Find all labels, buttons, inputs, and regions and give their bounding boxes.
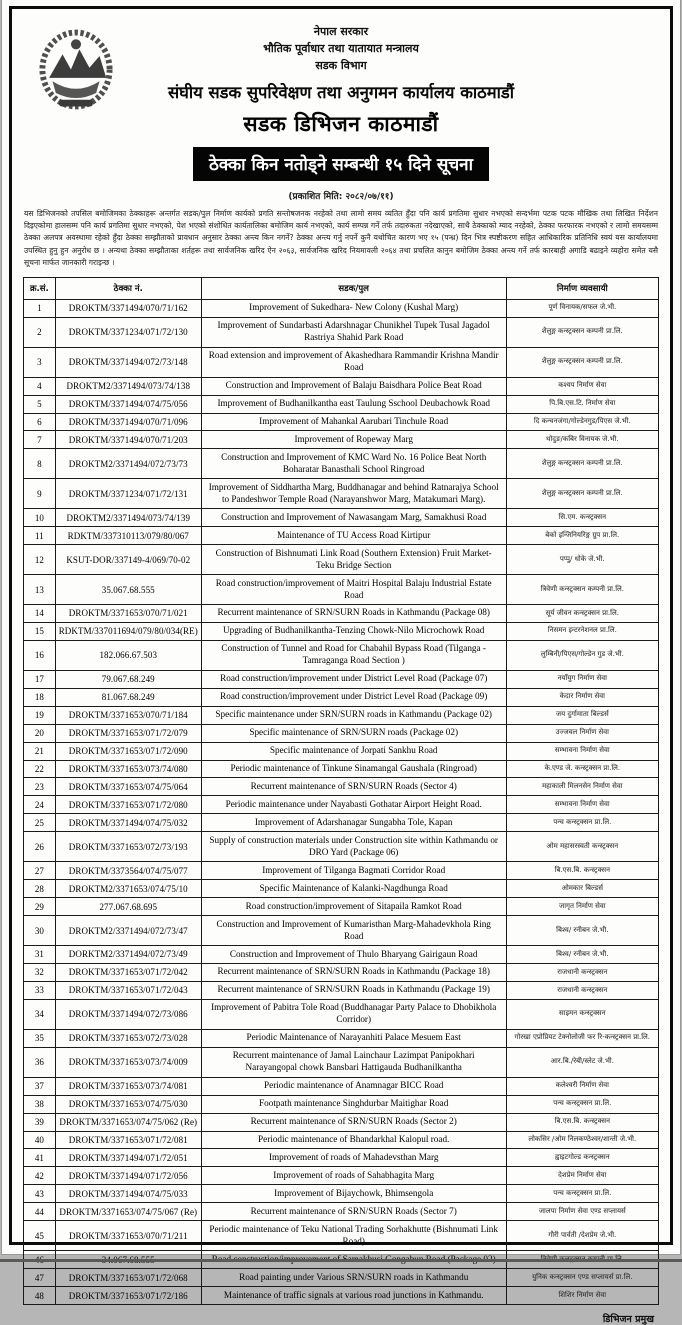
contractor-cell: आर.बि./रेबी/स्लेट जे.भी.: [506, 1047, 658, 1077]
contract-no-cell: DROKTM/3371653/070/71/211: [55, 1221, 201, 1251]
road-cell: Road extension and improvement of Akashedhara Rammandir Krishna Mandir Road: [201, 347, 506, 377]
table-row: [24, 1287, 659, 1305]
contractor-cell: बिश्व/ रनीबन जे.भी.: [506, 916, 658, 946]
contractor-cell: ओमकार बिल्डर्स: [506, 880, 658, 898]
road-cell: Recurrent maintenance of SRN/SURN Roads in Kathmandu (Package 18): [201, 963, 506, 981]
sn-cell: 39: [24, 1113, 56, 1131]
contractor-cell: पि.बि.एस.टि. निर्माण सेवा: [506, 395, 658, 413]
sn-cell: 36: [24, 1047, 56, 1077]
sn-cell: 17: [24, 670, 56, 688]
sn-cell: 14: [24, 604, 56, 622]
sn-cell: 44: [24, 1203, 56, 1221]
table-row: [24, 832, 659, 862]
header-contract-number: ठेक्का नं.: [55, 277, 201, 299]
road-cell: Construction of Tunnel and Road for Chabahil Bypass Road (Tilganga -Tamraganga Road Section ): [201, 640, 506, 670]
table-row: [24, 981, 659, 999]
road-cell: Construction of Bishnumati Link Road (Southern Extension) Fruit Market-Teku Bridge Section: [201, 545, 506, 575]
contractor-cell: के.एण्ड जे. कन्स्ट्रक्सन प्रा.लि.: [506, 760, 658, 778]
road-cell: Road construction/improvement of Sitapaila Ramkot Road: [201, 898, 506, 916]
table-row: [24, 1221, 659, 1251]
road-cell: Improvement of Adarshanagar Sungabha Tole, Kapan: [201, 814, 506, 832]
sn-cell: 47: [24, 1269, 56, 1287]
table-row: [24, 670, 659, 688]
contract-no-cell: DROKTM/3371494/070/71/096: [55, 413, 201, 431]
ministry-name: भौतिक पूर्वाधार तथा यातायात मन्त्रालय: [263, 42, 419, 56]
table-row: [24, 604, 659, 622]
contract-no-cell: DROKTM/3371494/074/75/033: [55, 1185, 201, 1203]
sn-cell: 15: [24, 622, 56, 640]
table-row: [24, 916, 659, 946]
sn-cell: 30: [24, 916, 56, 946]
sn-cell: 3: [24, 347, 56, 377]
contract-no-cell: DROKTM/3371653/072/73/193: [55, 832, 201, 862]
sn-cell: 38: [24, 1095, 56, 1113]
contractor-cell: लुम्बिनी/पिएस/गोल्डेन गुड जे.भी.: [506, 640, 658, 670]
table-row: [24, 527, 659, 545]
sn-cell: 33: [24, 981, 56, 999]
contractor-cell: शैलुङ्ग कन्स्ट्रक्सन कम्पनी प्रा.लि.: [506, 449, 658, 479]
table-row: [24, 545, 659, 575]
contract-no-cell: DROKTM/3371653/070/71/021: [55, 604, 201, 622]
road-cell: Improvement of Ropeway Marg: [201, 431, 506, 449]
contract-no-cell: DROKTM/3371653/071/72/090: [55, 742, 201, 760]
table-row: [24, 449, 659, 479]
contract-no-cell: 277.067.68.695: [55, 898, 201, 916]
contract-no-cell: DROKTM/3371234/071/72/130: [55, 317, 201, 347]
published-date: (प्रकाशित मिति: २०८२/०७/११): [288, 192, 394, 203]
road-cell: Specific maintenance under SRN/SURN roads in Kathmandu (Package 02): [201, 706, 506, 724]
contractor-cell: युनिक कन्स्ट्रक्सन एण्ड सप्लायर्स प्रा.लि.: [506, 1269, 658, 1287]
sn-cell: 28: [24, 880, 56, 898]
table-row: [24, 317, 659, 347]
contractor-cell: दि कन्चनजंगा/गोल्डेनगुड/पिएस जे.भी.: [506, 413, 658, 431]
sn-cell: 43: [24, 1185, 56, 1203]
table-row: [24, 1167, 659, 1185]
table-row: [24, 862, 659, 880]
contractor-cell: पप्पु/ धोके जे.भी.: [506, 545, 658, 575]
contractor-cell: राजधानी कन्स्ट्रक्सन: [506, 981, 658, 999]
contract-no-cell: DROKTM2/3371653/074/75/10: [55, 880, 201, 898]
contractor-cell: उज्जवल निर्माण सेवा: [506, 724, 658, 742]
road-cell: Upgrading of Budhanilkantha-Tenzing Chowk-Nilo Microchowk Road: [201, 622, 506, 640]
road-cell: Improvement of Budhanilkantha east Taulung Sschool Deubachowk Road: [201, 395, 506, 413]
table-row: [24, 509, 659, 527]
contract-no-cell: DROKTM/3371653/070/71/184: [55, 706, 201, 724]
header-serial-number: क्र.सं.: [24, 277, 56, 299]
table-row: [24, 1095, 659, 1113]
sn-cell: 21: [24, 742, 56, 760]
road-cell: Improvement of Siddhartha Marg, Buddhanagar and behind Ratnarajya School to Pandeshwor Temple Road (Narayanshwor Marg, Matakumari Marg).: [201, 479, 506, 509]
contract-no-cell: DROKTM/3371653/071/72/068: [55, 1269, 201, 1287]
contract-no-cell: 182.066.67.503: [55, 640, 201, 670]
contract-no-cell: DROKTM/3371653/071/72/079: [55, 724, 201, 742]
division-name: सडक डिभिजन काठमाडौं: [243, 112, 439, 137]
contractor-cell: साइमन कन्स्ट्रक्सन: [506, 999, 658, 1029]
road-cell: Improvement of Sukedhara- New Colony (Kushal Marg): [201, 299, 506, 317]
sn-cell: 37: [24, 1077, 56, 1095]
table-row: [24, 1131, 659, 1149]
table-row: [24, 999, 659, 1029]
contract-no-cell: DROKTM/3371653/071/72/081: [55, 1131, 201, 1149]
office-name: संघीय सडक सुपरिवेक्षण तथा अनुगमन कार्यालय काठमाडौं: [168, 83, 514, 103]
contract-no-cell: DROKTM2/3371494/073/74/138: [55, 377, 201, 395]
contract-no-cell: DROKTM/3371653/074/75/064: [55, 778, 201, 796]
road-cell: Periodic maintenance of Teku National Trading Sorhakhutte (Bishnumati Link Road): [201, 1221, 506, 1251]
table-row: [24, 640, 659, 670]
header-contractor: निर्माण व्यवसायी: [506, 277, 658, 299]
sn-cell: 4: [24, 377, 56, 395]
sn-cell: 24: [24, 796, 56, 814]
sn-cell: 45: [24, 1221, 56, 1251]
table-row: [24, 688, 659, 706]
table-row: [24, 1077, 659, 1095]
contract-no-cell: 35.067.68.555: [55, 575, 201, 605]
contract-no-cell: 81.067.68.249: [55, 688, 201, 706]
table-row: [24, 724, 659, 742]
road-cell: Periodic maintenance of Bhandarkhal Kalopul road.: [201, 1131, 506, 1149]
road-cell: Road painting under Various SRN/SURN roads in Kathmandu: [201, 1269, 506, 1287]
table-row: [24, 880, 659, 898]
contractor-cell: सम्भावना निर्माण सेवा: [506, 796, 658, 814]
road-cell: Specific maintenance of SRN/SURN roads (Package 02): [201, 724, 506, 742]
road-cell: Specific Maintenance of Kalanki-Nagdhunga Road: [201, 880, 506, 898]
road-cell: Recurrent maintenance of SRN/SURN Roads (Sector 2): [201, 1113, 506, 1131]
road-cell: Construction and Improvement of Balaju Baisdhara Police Beat Road: [201, 377, 506, 395]
road-cell: Improvement of roads of Mahadevsthan Marg: [201, 1149, 506, 1167]
contractor-cell: बिश्व/ रनीबन जे.भी.: [506, 946, 658, 964]
road-cell: Recurrent maintenance of SRN/SURN Roads in Kathmandu (Package 08): [201, 604, 506, 622]
road-cell: Improvement of Tilganga Bagmati Corridor Road: [201, 862, 506, 880]
sn-cell: 19: [24, 706, 56, 724]
road-cell: Recurrent maintenance of SRN/SURN Roads (Sector 7): [201, 1203, 506, 1221]
road-cell: Footpath maintenance Singhdurbar Maitighar Road: [201, 1095, 506, 1113]
road-cell: Maintenance of traffic signals at various road junctions in Kathmandu.: [201, 1287, 506, 1305]
contractor-cell: शैलुङ्ग कन्स्ट्रक्सन कम्पनी प्रा.लि.: [506, 479, 658, 509]
contractor-cell: कश्यप निर्माण सेवा: [506, 377, 658, 395]
contract-no-cell: DROKTM/3371653/074/75/030: [55, 1095, 201, 1113]
contract-no-cell: DROKTM/3371494/071/72/051: [55, 1149, 201, 1167]
contract-no-cell: RDKTM/337310113/079/80/067: [55, 527, 201, 545]
road-cell: Road construction/improvement under District Level Road (Package 07): [201, 670, 506, 688]
header-road-bridge: सडक/पुल: [201, 277, 506, 299]
sn-cell: 35: [24, 1029, 56, 1047]
road-cell: Periodic maintenance of Tinkune Sinamangal Gaushala (Ringroad): [201, 760, 506, 778]
contractor-cell: पन्च कन्स्ट्रक्सन प्रा.लि.: [506, 1095, 658, 1113]
road-cell: Construction and Improvement of KMC Ward No. 16 Police Beat North Boharatar Banasthali School Ringroad: [201, 449, 506, 479]
contractor-cell: शैलुङ्ग कन्स्ट्रक्सन कम्पनी प्रा.लि.: [506, 317, 658, 347]
contractor-cell: गोरखा एप्रोप्रियट टेक्नोलोजी फर रि-कन्स्ट्रक्सन प्रा.लि.: [506, 1029, 658, 1047]
sn-cell: 16: [24, 640, 56, 670]
contract-no-cell: DORKTM2/3371494/072/73/49: [55, 946, 201, 964]
table-row: [24, 377, 659, 395]
road-cell: Recurrent maintenance of SRN/SURN Roads (Sector 4): [201, 778, 506, 796]
contracts-table-body: [24, 299, 659, 1304]
table-row: [24, 898, 659, 916]
contract-no-cell: DROKTM/3371653/071/72/043: [55, 981, 201, 999]
table-row: [24, 1185, 659, 1203]
road-cell: Recurrent maintenance of Jamal Lainchaur Lazimpat Panipokhari Narayangopal chowk Bansbari Hattigauda Budhanilkantha: [201, 1047, 506, 1077]
page-bottom-edge: [0, 1259, 682, 1262]
contract-no-cell: DROKTM/3371653/071/72/080: [55, 796, 201, 814]
road-cell: Specific maintenance of Jorpati Sankhu Road: [201, 742, 506, 760]
contract-no-cell: 79.067.68.249: [55, 670, 201, 688]
contract-no-cell: DROKTM/3371494/072/73/148: [55, 347, 201, 377]
contract-no-cell: DROKTM/3371653/073/74/009: [55, 1047, 201, 1077]
contract-no-cell: DROKTM/3371653/071/72/186: [55, 1287, 201, 1305]
contractor-cell: ओम महासरस्वती कन्स्ट्रक्सन: [506, 832, 658, 862]
table-row: [24, 814, 659, 832]
contract-no-cell: DROKTM/3371653/072/73/028: [55, 1029, 201, 1047]
contractor-cell: बेको इन्जिनियरिङ्ग ग्रुप प्रा.लि.: [506, 527, 658, 545]
department-name: सडक विभाग: [315, 59, 367, 73]
table-row: [24, 946, 659, 964]
contractor-cell: राजधानी कन्स्ट्रक्सन: [506, 963, 658, 981]
sn-cell: 25: [24, 814, 56, 832]
contract-no-cell: DROKTM2/3371494/072/73/47: [55, 916, 201, 946]
table-row: [24, 760, 659, 778]
road-cell: Construction and Improvement of Nawasangam Marg, Samakhusi Road: [201, 509, 506, 527]
contract-no-cell: DROKTM/3371494/072/73/086: [55, 999, 201, 1029]
sn-cell: 40: [24, 1131, 56, 1149]
table-row: [24, 1269, 659, 1287]
table-row: [24, 1047, 659, 1077]
table-row: [24, 1149, 659, 1167]
table-row: [24, 778, 659, 796]
contract-no-cell: DROKTM/3371653/073/74/081: [55, 1077, 201, 1095]
nepal-government-emblem-icon: [34, 25, 118, 119]
notice-title-banner: ठेक्का किन नतोड्ने सम्बन्धी १५ दिने सूचना: [193, 147, 489, 181]
table-row: [24, 963, 659, 981]
contract-no-cell: DROKTM/3371653/074/75/067 (Re): [55, 1203, 201, 1221]
contract-no-cell: RDKTM/337011694/079/80/034(RE): [55, 622, 201, 640]
sn-cell: 12: [24, 545, 56, 575]
contractor-cell: थोदुङ/कबिर विनायक जे.भी.: [506, 431, 658, 449]
contractor-cell: बि.एस.बि. कन्स्ट्रक्सन: [506, 862, 658, 880]
sn-cell: 31: [24, 946, 56, 964]
contract-no-cell: DROKTM/3371494/071/72/056: [55, 1167, 201, 1185]
contractor-cell: पन्च कन्स्ट्रक्सन प्रा.लि.: [506, 814, 658, 832]
table-row: [24, 299, 659, 317]
table-row: [24, 742, 659, 760]
contract-no-cell: DROKTM/3371494/070/71/162: [55, 299, 201, 317]
table-row: [24, 706, 659, 724]
contractor-cell: महाकाली मिलनसेन निर्माण सेवा: [506, 778, 658, 796]
contract-no-cell: DROKTM/3371494/070/71/203: [55, 431, 201, 449]
contract-no-cell: DROKTM/3371234/071/72/131: [55, 479, 201, 509]
table-row: [24, 431, 659, 449]
sn-cell: 41: [24, 1149, 56, 1167]
sn-cell: 26: [24, 832, 56, 862]
sn-cell: 9: [24, 479, 56, 509]
division-chief-signature: डिभिजन प्रमुख: [602, 1314, 654, 1325]
sn-cell: 10: [24, 509, 56, 527]
road-cell: Construction and Improvement of Kumaristhan Marg-Mahadevkhola Ring Road: [201, 916, 506, 946]
contract-no-cell: DROKTM/3371653/074/75/062 (Re): [55, 1113, 201, 1131]
contractor-cell: पूर्ण विनायक/सफल जे.भी.: [506, 299, 658, 317]
contractor-cell: गौरी पार्वती /देशप्रेम जे.भी.: [506, 1221, 658, 1251]
contractor-cell: लोकसिर /ओम निलकण्ठेश्वर/शान्ती जे.भी.: [506, 1131, 658, 1149]
sn-cell: 23: [24, 778, 56, 796]
contractor-cell: सूर्य जीवन कन्स्ट्रक्सन प्रा.लि.: [506, 604, 658, 622]
road-cell: Recurrent maintenance of SRN/SURN Roads in Kathmandu (Package 19): [201, 981, 506, 999]
document-header: [18, 23, 664, 202]
road-cell: Road construction/improvement of Maitri Hospital Balaju Industrial Estate Road: [201, 575, 506, 605]
sn-cell: 5: [24, 395, 56, 413]
sn-cell: 48: [24, 1287, 56, 1305]
table-row: [24, 395, 659, 413]
contractor-cell: शिशिर निर्माण सेवा: [506, 1287, 658, 1305]
contractor-cell: केदार निर्माण सेवा: [506, 688, 658, 706]
road-cell: Improvement of Pabitra Tole Road (Buddhanagar Party Palace to Dhobikhola Corridor): [201, 999, 506, 1029]
table-row: [24, 347, 659, 377]
road-cell: Maintenance of TU Access Road Kirtipur: [201, 527, 506, 545]
table-row: [24, 1113, 659, 1131]
table-row: [24, 1203, 659, 1221]
notice-body-paragraph: यस डिभिजनको तपसिल बमोजिमका ठेक्काहरू अन्तर्गत सडक/पुल निर्माण कार्यको प्रगति सन्तोषजनक नरहेको तथा लामो समय व्यतित हुँदा पनि कार्य प्रगतिमा सुधार नभएको सन्दर्भमा पटक पटक मौखिक तथा लिखित निर्देशन दिइएकोमा हालसम्म पनि कार्य प्रगतिमा सुधार नभएको, पेश भएको संशोधित कार्यतालिका बमोजिम कार्य नभएको, कार्य सम्पन्न गर्ने तर्फ तदारुकता नदेखाएको, साथै ठेक्काको म्याद नरहेको, ठेक्का फरफारक नभएको र लामो समयसम्म ठेक्का अलपत्र अवस्थामा रहेको हुँदा ठेक्का सम्झौताको प्रावधान अनुसार ठेक्का अन्त्य किन नगर्ने? ठेक्का अन्त्य गर्नु नपर्ने कुनै यथोचित कारण भए १५ (पन्ध्र) दिन भित्र स्पष्टीकरण सहित आधिकारिक प्रतिनिधि स्वयं यस कार्यालयमा उपस्थित हुनु हुन अनुरोध छ । अन्यथा ठेक्का सम्झौताका शर्तहरू तथा सार्वजनिक खरिद ऐन २०६३, सार्वजनिक खरिद नियमावली २०६४ तथा प्रचलित कानुन बमोजिम ठेक्का अन्त्य गर्ने तर्फ कारबाही अगाडि बढाइने व्यहोरा समेत यसै सूचना मार्फत जानकारी गराइन्छ ।: [24, 209, 658, 267]
road-cell: Construction and Improvement of Thulo Bharyang Gairigaun Road: [201, 946, 506, 964]
sn-cell: 42: [24, 1167, 56, 1185]
road-cell: Supply of construction materials under Construction site within Kathmandu or DRO Yard (Package 06): [201, 832, 506, 862]
sn-cell: 22: [24, 760, 56, 778]
contractor-cell: पन्च कन्स्ट्रक्सन प्रा.लि.: [506, 1185, 658, 1203]
contracts-table: [23, 277, 659, 1305]
table-row: [24, 479, 659, 509]
contract-no-cell: DROKTM2/3371494/072/73/73: [55, 449, 201, 479]
contractor-cell: नयाँयुग निर्माण सेवा: [506, 670, 658, 688]
contract-no-cell: KSUT-DOR/337149-4/069/70-02: [55, 545, 201, 575]
sn-cell: 32: [24, 963, 56, 981]
sn-cell: 34: [24, 999, 56, 1029]
road-cell: Road construction/improvement under District Level Road (Package 09): [201, 688, 506, 706]
sn-cell: 7: [24, 431, 56, 449]
contractor-cell: बि.एस.बि. कन्स्ट्रक्सन: [506, 1113, 658, 1131]
contractor-cell: जागृत निर्माण सेवा: [506, 898, 658, 916]
table-row: [24, 575, 659, 605]
contract-no-cell: DROKTM/3371653/071/72/042: [55, 963, 201, 981]
contractor-cell: जय दुर्गामाता बिल्डर्स: [506, 706, 658, 724]
sn-cell: 13: [24, 575, 56, 605]
road-cell: Improvement of Mahankal Aarubari Tinchule Road: [201, 413, 506, 431]
road-cell: Periodic maintenance under Nayabasti Gothatar Airport Height Road.: [201, 796, 506, 814]
contractor-cell: जालपा निर्माण सेवा एण्ड सप्लायर्स: [506, 1203, 658, 1221]
table-row: [24, 622, 659, 640]
road-cell: Improvement of Sundarbasti Adarshnagar Chunikhel Tupek Tusal Jagadol Rastriya Shahid Park Road: [201, 317, 506, 347]
sn-cell: 2: [24, 317, 56, 347]
contract-no-cell: DROKTM/3371653/073/74/080: [55, 760, 201, 778]
sn-cell: 1: [24, 299, 56, 317]
contract-no-cell: DROKTM/3371494/074/75/032: [55, 814, 201, 832]
road-cell: Periodic maintenance of Anamnagar BICC Road: [201, 1077, 506, 1095]
table-row: [24, 1029, 659, 1047]
contractor-cell: ह्वाइटगोल्ड कन्स्ट्रक्सन: [506, 1149, 658, 1167]
contractor-cell: देशप्रेम निर्माण सेवा: [506, 1167, 658, 1185]
sn-cell: 6: [24, 413, 56, 431]
contract-no-cell: DROKTM/3371494/074/75/056: [55, 395, 201, 413]
contract-no-cell: DROKTM/3373564/074/75/077: [55, 862, 201, 880]
road-cell: Improvement of Bijaychowk, Bhimsengola: [201, 1185, 506, 1203]
contractor-cell: शैलुङ्ग कन्स्ट्रक्सन कम्पनी प्रा.लि.: [506, 347, 658, 377]
sn-cell: 18: [24, 688, 56, 706]
sn-cell: 8: [24, 449, 56, 479]
contractor-cell: सि.एम. कन्स्ट्रक्सन: [506, 509, 658, 527]
table-row: [24, 413, 659, 431]
road-cell: Periodic Maintenance of Narayanhiti Palace Mesuem East: [201, 1029, 506, 1047]
sn-cell: 29: [24, 898, 56, 916]
sn-cell: 20: [24, 724, 56, 742]
contractor-cell: त्रिवेणी कन्स्ट्रक्सन कम्पनी प्रा.लि.: [506, 575, 658, 605]
sn-cell: 11: [24, 527, 56, 545]
road-cell: Improvement of roads of Sahabhagita Marg: [201, 1167, 506, 1185]
notice-document: [2, 0, 680, 1325]
contractor-cell: निसमन इन्टरनेशनल प्रा.लि.: [506, 622, 658, 640]
government-name: नेपाल सरकार: [313, 25, 369, 38]
contractor-cell: सम्भावना निर्माण सेवा: [506, 742, 658, 760]
table-row: [24, 796, 659, 814]
contractor-cell: कलेश्वरी निर्माण सेवा: [506, 1077, 658, 1095]
table-header-row: [24, 277, 659, 299]
contract-no-cell: DROKTM2/3371494/073/74/139: [55, 509, 201, 527]
document-border-frame: [9, 6, 673, 1325]
sn-cell: 27: [24, 862, 56, 880]
